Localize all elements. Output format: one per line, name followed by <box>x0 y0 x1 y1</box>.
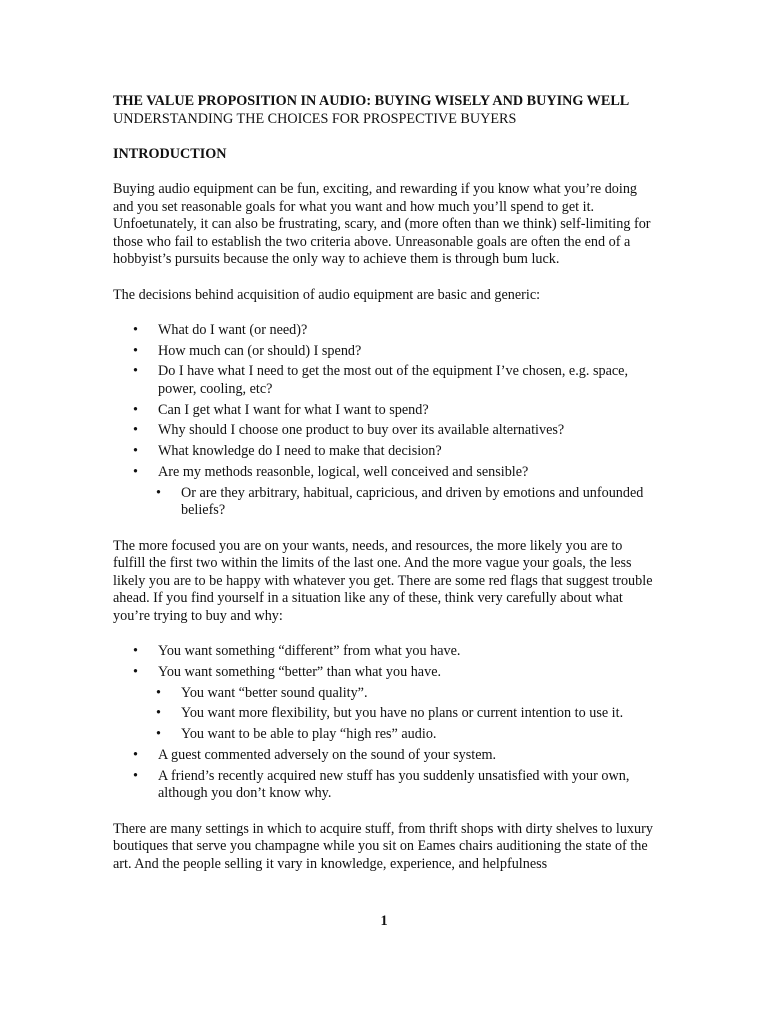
bullet-icon: • <box>133 342 138 359</box>
list-item-text: A guest commented adversely on the sound of your system. <box>158 747 497 764</box>
list-item-text: Do I have what I need to get the most out of the equipment I’ve chosen, e.g. space, power, cooling, etc? <box>158 363 629 397</box>
document-title: THE VALUE PROPOSITION IN AUDIO: BUYING WISELY AND BUYING WELL <box>113 93 630 109</box>
paragraph-settings: There are many settings in which to acquire stuff, from thrift shops with dirty shelves to luxury boutiques that serve you champagne while you sit on Eames chairs auditioning the state of the art. And the people selling it vary in knowledge, experience, and helpfulness <box>113 820 653 872</box>
paragraph-red-flags: The more focused you are on your wants, needs, and resources, the more likely you are to fulfill the first two within the limits of the last one. And the more vague your goals, the less likely you are to be happy with whatever you get. There are some red flags that suggest trouble ahead. If you find yourself in a situation like any of these, think very carefully about what you’re trying to buy and why: <box>113 537 653 624</box>
document-subtitle: UNDERSTANDING THE CHOICES FOR PROSPECTIVE BUYERS <box>113 110 517 127</box>
list-item-text: What do I want (or need)? <box>158 321 308 338</box>
bullet-icon: • <box>133 663 138 680</box>
list-item <box>113 464 658 482</box>
list-item <box>113 664 658 682</box>
page-number: 1 <box>380 913 388 929</box>
list-item-text: Can I get what I want for what I want to spend? <box>158 401 429 418</box>
list-item-text: Are my methods reasonble, logical, well conceived and sensible? <box>158 464 529 480</box>
list-item-text: You want to be able to play “high res” audio. <box>181 726 437 743</box>
list-item <box>113 768 658 803</box>
list-item-text: A friend’s recently acquired new stuff has you suddenly unsatisfied with your own, although you don’t know why. <box>158 767 630 802</box>
bullet-icon: • <box>133 443 138 460</box>
bullet-icon: • <box>133 321 138 338</box>
list-item-text: Why should I choose one product to buy over its available alternatives? <box>158 422 565 439</box>
bullet-icon: • <box>156 684 161 701</box>
list-item <box>113 363 658 398</box>
bullet-icon: • <box>133 363 138 380</box>
bullet-icon: • <box>133 767 138 784</box>
bullet-icon: • <box>133 747 138 764</box>
list-item-text: How much can (or should) I spend? <box>158 342 362 359</box>
list-item-text: What knowledge do I need to make that decision? <box>158 443 442 460</box>
list-item <box>113 322 658 340</box>
list-item <box>113 747 658 765</box>
section-heading: INTRODUCTION <box>113 145 227 162</box>
list-item <box>113 343 658 361</box>
paragraph-intro: Buying audio equipment can be fun, exciting, and rewarding if you know what you’re doing and you set reasonable goals for what you want and how much you’ll spend to get it. Unfoetunately, it can also be frustrating, scary, and (more often than we think) self-limiting for those who fail to establish the two criteria above. Unreasonable goals are often the end of a hobbyist’s pursuits because the only way to achieve them is through bum luck. <box>113 180 651 268</box>
sub-list-item <box>113 485 658 520</box>
bullet-icon: • <box>133 643 138 660</box>
list-item <box>113 443 658 461</box>
red-flag-list <box>113 643 658 803</box>
list-item <box>113 422 658 440</box>
decision-list <box>113 322 658 520</box>
sub-list-item <box>113 726 658 744</box>
document-page <box>113 93 658 891</box>
list-item-text: Or are they arbitrary, habitual, capricious, and driven by emotions and unfounded beliefs? <box>181 484 644 519</box>
paragraph-decisions: The decisions behind acquisition of audio equipment are basic and generic: <box>113 286 541 303</box>
list-item-text: You want “better sound quality”. <box>181 684 368 701</box>
bullet-icon: • <box>156 484 161 501</box>
list-item-text: You want something “different” from what you have. <box>158 643 461 660</box>
bullet-icon: • <box>133 401 138 418</box>
list-item <box>113 643 658 661</box>
sub-list-item <box>113 705 658 723</box>
list-item-text: You want more flexibility, but you have no plans or current intention to use it. <box>181 705 624 722</box>
bullet-icon: • <box>133 422 138 439</box>
list-item-text: You want something “better” than what you have. <box>158 663 442 680</box>
bullet-icon: • <box>156 705 161 722</box>
bullet-icon: • <box>133 464 138 480</box>
list-item <box>113 402 658 420</box>
bullet-icon: • <box>156 726 161 743</box>
sub-list-item <box>113 685 658 703</box>
